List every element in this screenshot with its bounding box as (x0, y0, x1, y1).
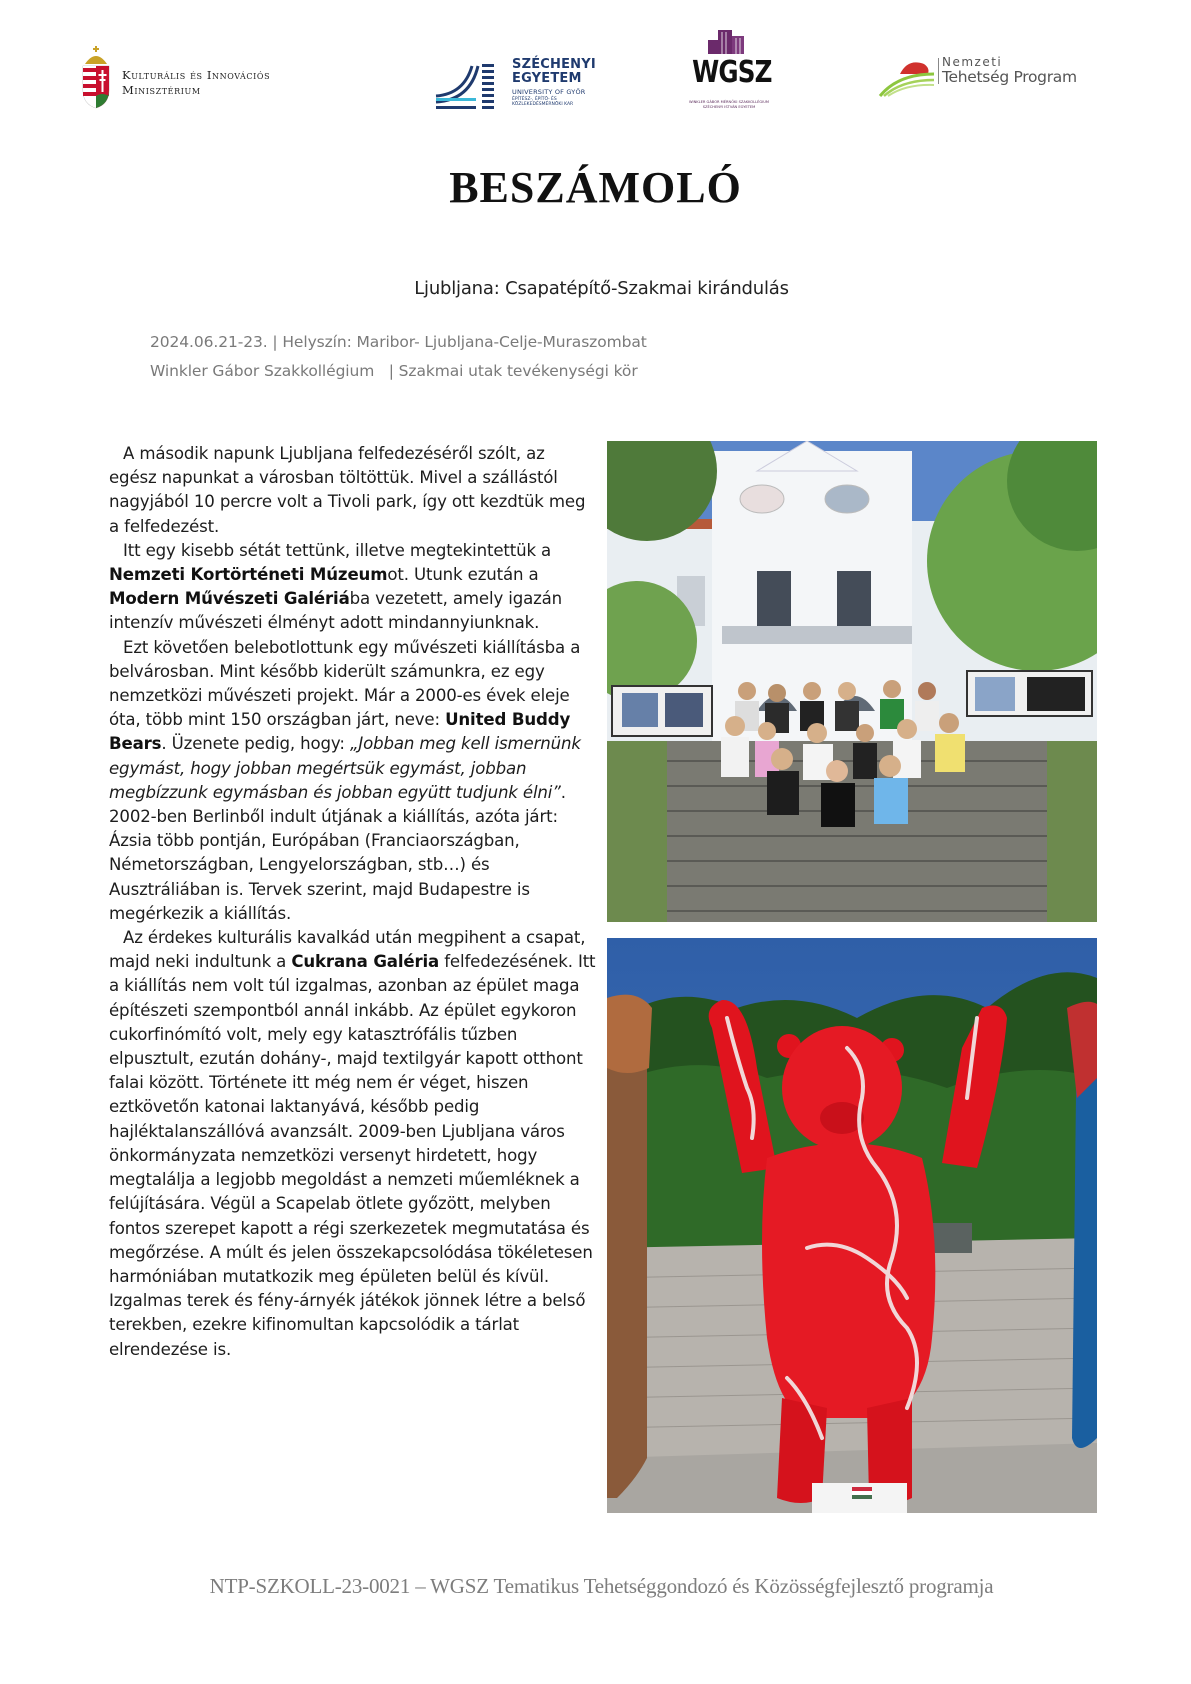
szechenyi-university-mark-icon (434, 62, 496, 110)
article-body (109, 442, 597, 1362)
faculty-line1: ÉPÍTÉSZ-, ÉPÍTŐ- ÉS (512, 97, 557, 102)
project-name: United Buddy Bears (109, 710, 571, 754)
report-subtitle: Ljubljana: Csapatépítő-Szakmai kirándulás (414, 278, 789, 299)
paragraph-4 (109, 926, 597, 1362)
museum-name: Nemzeti Kortörténeti Múzeum (109, 565, 388, 585)
paragraph-3-text: . Üzenete pedig, hogy: (161, 734, 350, 754)
paragraph-2 (109, 539, 597, 636)
ministry-logo (80, 44, 320, 114)
buddy-bear-photo (607, 938, 1097, 1513)
cukrana-gallery-name: Cukrana Galéria (291, 952, 440, 972)
group-photo (607, 441, 1097, 922)
project-quote: „Jobban meg kell ismernünk egymást, hogy jobban megértsük egymást, jobban megbízzunk egymásban és jobban együtt tudjunk élni” (109, 734, 581, 802)
ntp-logo-divider (938, 58, 939, 84)
ministry-logo-line1: Kulturális és Innovációs (122, 68, 271, 82)
paragraph-2-text: Itt egy kisebb sétát tettünk, illetve megtekintettük a (123, 540, 552, 560)
hungarian-coat-of-arms-icon (80, 44, 112, 110)
page-title: BESZÁMOLÓ (449, 163, 742, 212)
paragraph-4-text: felfedezésének. Itt a kiállítás nem volt túl izgalmas, azonban az épület maga építészeti szempontból annál inkább. Az épület egykoron cukorfinómító volt, mely egy katasztrófális tűzben elpusztult, ezután dohány-, majd textilgyár kapott otthont falai között. Története itt még nem ér véget, hiszen eztkövetőn katonai laktanyává, később pedig hajléktalanszállóvá avanzsált. 2009-ben Ljubljana város önkormányzata nemzetközi versenyt hirdetett, hogy megtalálja a legjobb megoldást a nemzeti műemléknek a felújítására. Végül a Scapelab ötlete győzött, melyben fontos szerepet kapott a régi szerkezetek megmutatása és megőrzése. A múlt és jelen összekapcsolódása tökéletesen harmóniában mutatkozik meg épületen belül és kívül. Izgalmas terek és fény-árnyék játékok jönnek létre a belső terekben, ezekre kifinomultan kapcsolódik a tárlat elrendezése is. (109, 952, 596, 1359)
gallery-name: Modern Művészeti Galériá (109, 589, 350, 609)
paragraph-2-text: ot. Utunk ezután a (387, 565, 539, 585)
ministry-logo-line2: Minisztérium (122, 83, 201, 97)
ntp-logo (878, 52, 1088, 102)
building-icon (706, 28, 746, 54)
ntp-logo-line2: Tehetség Program (942, 68, 1077, 86)
wgsz-logo-text: WGSZ (692, 55, 772, 90)
ntp-logo-line1: Nemzeti (942, 55, 1003, 69)
meta-date-location: 2024.06.21-23. | Helyszín: Maribor- Ljubljana-Celje-Muraszombat (150, 333, 647, 351)
ntp-swoosh-icon (878, 56, 938, 98)
university-name-line2: EGYETEM (512, 71, 582, 86)
paragraph-3-text: . 2002-ben Berlinből indult útjának a kiállítás, azóta járt: Ázsia több pontján, Európában (Franciaországban, Németországban, Lengyelországban, stb…) és Ausztráliában is. Tervek szerint, majd Budapestre is megérkezik a kiállítás. (109, 782, 566, 923)
wgsz-logo-subtitle2: SZÉCHENYI ISTVÁN EGYETEM (702, 105, 756, 109)
paragraph-3 (109, 636, 597, 926)
university-logo (434, 58, 614, 112)
paragraph-3-text: Ezt követően belebotlottunk egy művészeti kiállításba a belvárosban. Mint később kiderült számunkra, ez egy nemzetközi művészeti projekt. Már a 2000-es évek eleje óta, több mint 150 országban járt, neve: (109, 637, 581, 730)
university-name-english: UNIVERSITY OF GYŐR (512, 88, 586, 96)
paragraph-1: A második napunk Ljubljana felfedezéséről szólt, az egész napunkat a városban töltöttük. Mivel a szállástól nagyjából 10 percre volt a Tivoli park, így ott kezdtük meg a felfedezést. (109, 444, 586, 536)
page-footer: NTP-SZKOLL-23-0021 – WGSZ Tematikus Tehetséggondozó és Közösségfejlesztő programja (209, 1574, 994, 1598)
paragraph-4-text: Az érdekes kulturális kavalkád után megpihent a csapat, majd neki indultunk a (109, 928, 586, 972)
meta-organization: Winkler Gábor Szakkollégium | Szakmai utak tevékenységi kör (150, 362, 638, 380)
wgsz-logo-subtitle: WINKLER GÁBOR MÉRNÖKI SZAKKOLLÉGIUM (688, 100, 770, 104)
paragraph-2-text: ba vezetett, amely igazán intenzív művészeti élményt adott mindannyiunknak. (109, 589, 563, 633)
faculty-line2: KÖZLEKEDÉSMÉRNÖKI KAR (512, 102, 574, 107)
wgsz-logo (684, 28, 774, 112)
university-name-line1: SZÉCHENYI (512, 57, 596, 72)
